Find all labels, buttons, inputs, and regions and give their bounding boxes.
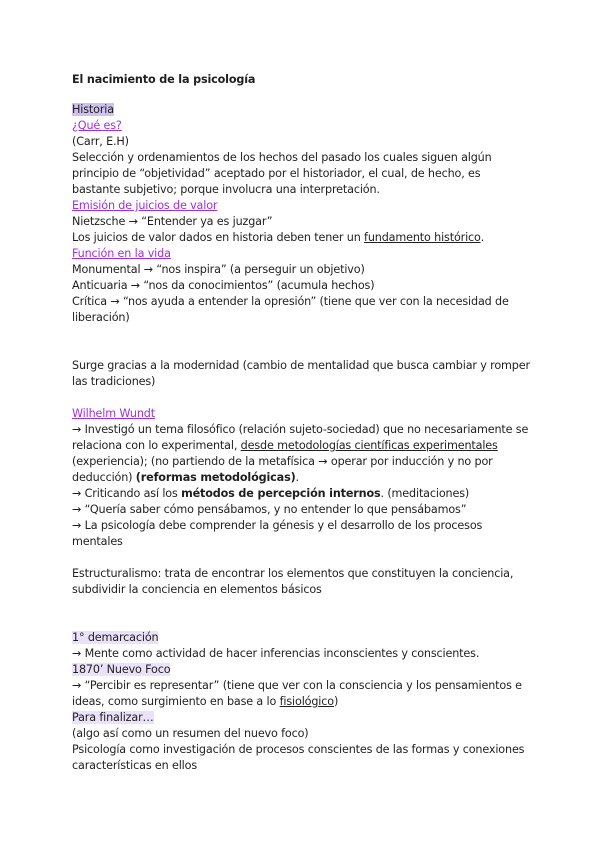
emision-line xyxy=(72,198,532,214)
resumen-line: (algo así como un resumen del nuevo foco) xyxy=(72,727,309,740)
wundt-p1-end: . xyxy=(295,471,299,484)
juicios-end: . xyxy=(480,231,484,244)
wundt-p2-text: → Criticando así los xyxy=(72,487,182,500)
emision-juicios-link[interactable]: Emisión de juicios de valor xyxy=(72,199,218,212)
fundamento-historico-underline: fundamento histórico xyxy=(364,231,481,244)
percibir-end: ) xyxy=(333,695,339,708)
wundt-p2-end: . (meditaciones) xyxy=(380,487,470,500)
nuevo-foco-line xyxy=(72,662,532,678)
que-es-line xyxy=(72,118,532,134)
monumental-item: Monumental → “nos inspira” (a perseguir un objetivo) xyxy=(72,263,365,276)
document-page xyxy=(72,72,532,774)
carr-citation: (Carr, E.H) xyxy=(72,135,129,148)
wilhelm-wundt-link[interactable]: Wilhelm Wundt xyxy=(72,407,155,420)
spacer xyxy=(72,550,532,566)
juicios-text: Los juicios de valor dados en historia deben tener un xyxy=(72,231,365,244)
demarcacion-heading: 1° demarcación xyxy=(72,631,159,644)
fisiologico-underline: fisiológico xyxy=(279,695,334,708)
percibir-paragraph xyxy=(72,678,532,710)
conclusion-paragraph: Psicología como investigación de procesos conscientes de las formas y conexiones características en ellos xyxy=(72,743,525,772)
spacer xyxy=(72,598,532,630)
metodologias-underline: desde metodologías científicas experimentales xyxy=(240,439,498,452)
historia-definition: Selección y ordenamientos de los hechos del pasado los cuales siguen algún principio de “objetividad” aceptado por el historiador, el cual, de hecho, es bastante subjetivo; porque involucra una interpretación. xyxy=(72,151,492,196)
historia-heading-line xyxy=(72,102,532,118)
reformas-bold: (reformas metodológicas) xyxy=(135,471,296,484)
wundt-p1-mid: (experiencia); (no partiendo de la metafísica → operar por inducción y no por deducción) xyxy=(72,455,493,484)
anticuaria-item: Anticuaria → “nos da conocimientos” (acumula hechos) xyxy=(72,279,375,292)
wundt-psicologia-paragraph: → La psicología debe comprender la génesis y el desarrollo de los procesos mentales xyxy=(72,519,483,548)
historia-heading: Historia xyxy=(72,103,114,116)
que-es-link[interactable]: ¿Qué es? xyxy=(72,119,122,132)
demarcacion-line xyxy=(72,630,532,646)
para-finalizar-heading: Para finalizar… xyxy=(72,711,154,724)
funcion-vida-link[interactable]: Función en la vida xyxy=(72,247,171,260)
juicios-paragraph xyxy=(72,230,532,246)
document-title: El nacimiento de la psicología xyxy=(72,73,256,86)
metodos-percepcion-bold: métodos de percepción internos xyxy=(181,487,381,500)
wundt-investigo-paragraph xyxy=(72,422,532,486)
nietzsche-quote: Nietzsche → “Entender ya es juzgar” xyxy=(72,215,273,228)
mente-line: → Mente como actividad de hacer inferencias inconscientes y conscientes. xyxy=(72,647,480,660)
modernidad-paragraph: Surge gracias a la modernidad (cambio de mentalidad que busca cambiar y romper las tradiciones) xyxy=(72,359,530,388)
wundt-p1-text: → Investigó un tema filosófico (relación sujeto-sociedad) que no necesariamente se relaciona con lo experimental, xyxy=(72,423,529,452)
wundt-line xyxy=(72,406,532,422)
wundt-queria-line: → “Quería saber cómo pensábamos, y no entender lo que pensábamos” xyxy=(72,503,467,516)
funcion-line xyxy=(72,246,532,262)
para-finalizar-line xyxy=(72,710,532,726)
critica-item: Crítica → “nos ayuda a entender la opresión” (tiene que ver con la necesidad de liberación) xyxy=(72,295,509,324)
estructuralismo-paragraph: Estructuralismo: trata de encontrar los elementos que constituyen la conciencia, subdividir la conciencia en elementos básicos xyxy=(72,567,514,596)
wundt-criticando-line xyxy=(72,486,532,502)
nuevo-foco-heading: 1870’ Nuevo Foco xyxy=(72,663,171,676)
percibir-text: → “Percibir es representar” (tiene que ver con la consciencia y los pensamientos e ideas, como surgimiento en base a lo xyxy=(72,679,522,708)
spacer xyxy=(72,390,532,406)
spacer xyxy=(72,326,532,358)
